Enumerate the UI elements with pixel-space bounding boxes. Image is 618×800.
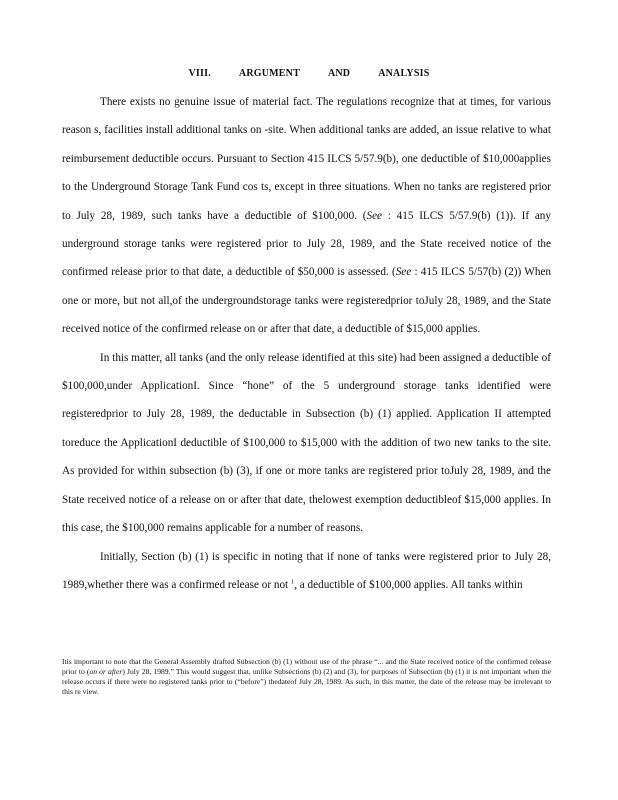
body-text [62,88,551,599]
paragraph-2: In this matter, all tanks (and the only release identified at this site) had been assigned a deductible of $100,000,under ApplicationI. Since “hone” of the 5 underground storage tanks identified were registeredprior to July 28, 1989, the deductable in Subsection (b) (1) applied. Application II attempted toreduce the ApplicationI deductible of $100,000 to $15,000 with the addition of two new tanks to the site. As provided for within subsection (b) (3), if one or more tanks are registered prior toJuly 28, 1989, and the State received notice of a release on or after that date, thelowest exemption deductibleof $15,000 applies. In this case, the $100,000 remains applicable for a number of reasons. [62,351,551,535]
paragraph-1: There exists no genuine issue of material fact. The regulations recognize that at times, for various reason s, facilities install additional tanks on -site. When additional tanks are added, an issue relative to what reimbursement deductible occurs. Pursuant to Section 415 ILCS 5/57.9(b), one deductible of $10,000applies to the Underground Storage Tank Fund cos ts, except in three situations. When no tanks are registered prior to July 28, 1989, such tanks have a deductible of $100,000. (See : 415 ILCS 5/57.9(b) (1)). If any underground storage tanks were registered prior to July 28, 1989, and the State received notice of the confirmed release prior to that date, a deductible of $50,000 is assessed. (See : 415 ILCS 5/57(b) (2)) When one or more, but not all,of the undergroundstorage tanks were registeredprior toJuly 28, 1989, and the State received notice of the confirmed release on or after that date, a deductible of $15,000 applies. [62,96,551,336]
see-signal: See [395,266,412,279]
heading-word-and: AND [327,68,351,79]
footnote [62,657,551,697]
section-heading [0,68,618,79]
heading-number: VIII. [188,68,211,79]
see-signal: See [366,209,383,222]
heading-word-argument: ARGUMENT [238,68,300,79]
paragraph-3: Initially, Section (b) (1) is specific in noting that if none of tanks were registered prior to July 28, 1989,whether there was a confirmed release or not $^1$, a deductible of $100,000 applies. All tanks within [62,550,551,591]
footnote-emphasis: on or after [89,667,123,676]
heading-word-analysis: ANALYSIS [378,68,430,79]
footnote-text: Itis important to note that the General Assembly drafted Subsection (b) (1) without use of the phrase “... and the State received notice of the confirmed release prior to (on or after) July 28, 1989.” This would suggest that, unlike Subsections (b) (2) and (3), for purposes of Subsection (b) (1) it is not important when the release occurs if there were no registered tanks prior to (“before”) thedateof July 28, 1989. As such, in this matter, the date of the release may be irrelevant to this re view. [62,657,551,696]
footnote-reference: 1 [290,578,295,586]
